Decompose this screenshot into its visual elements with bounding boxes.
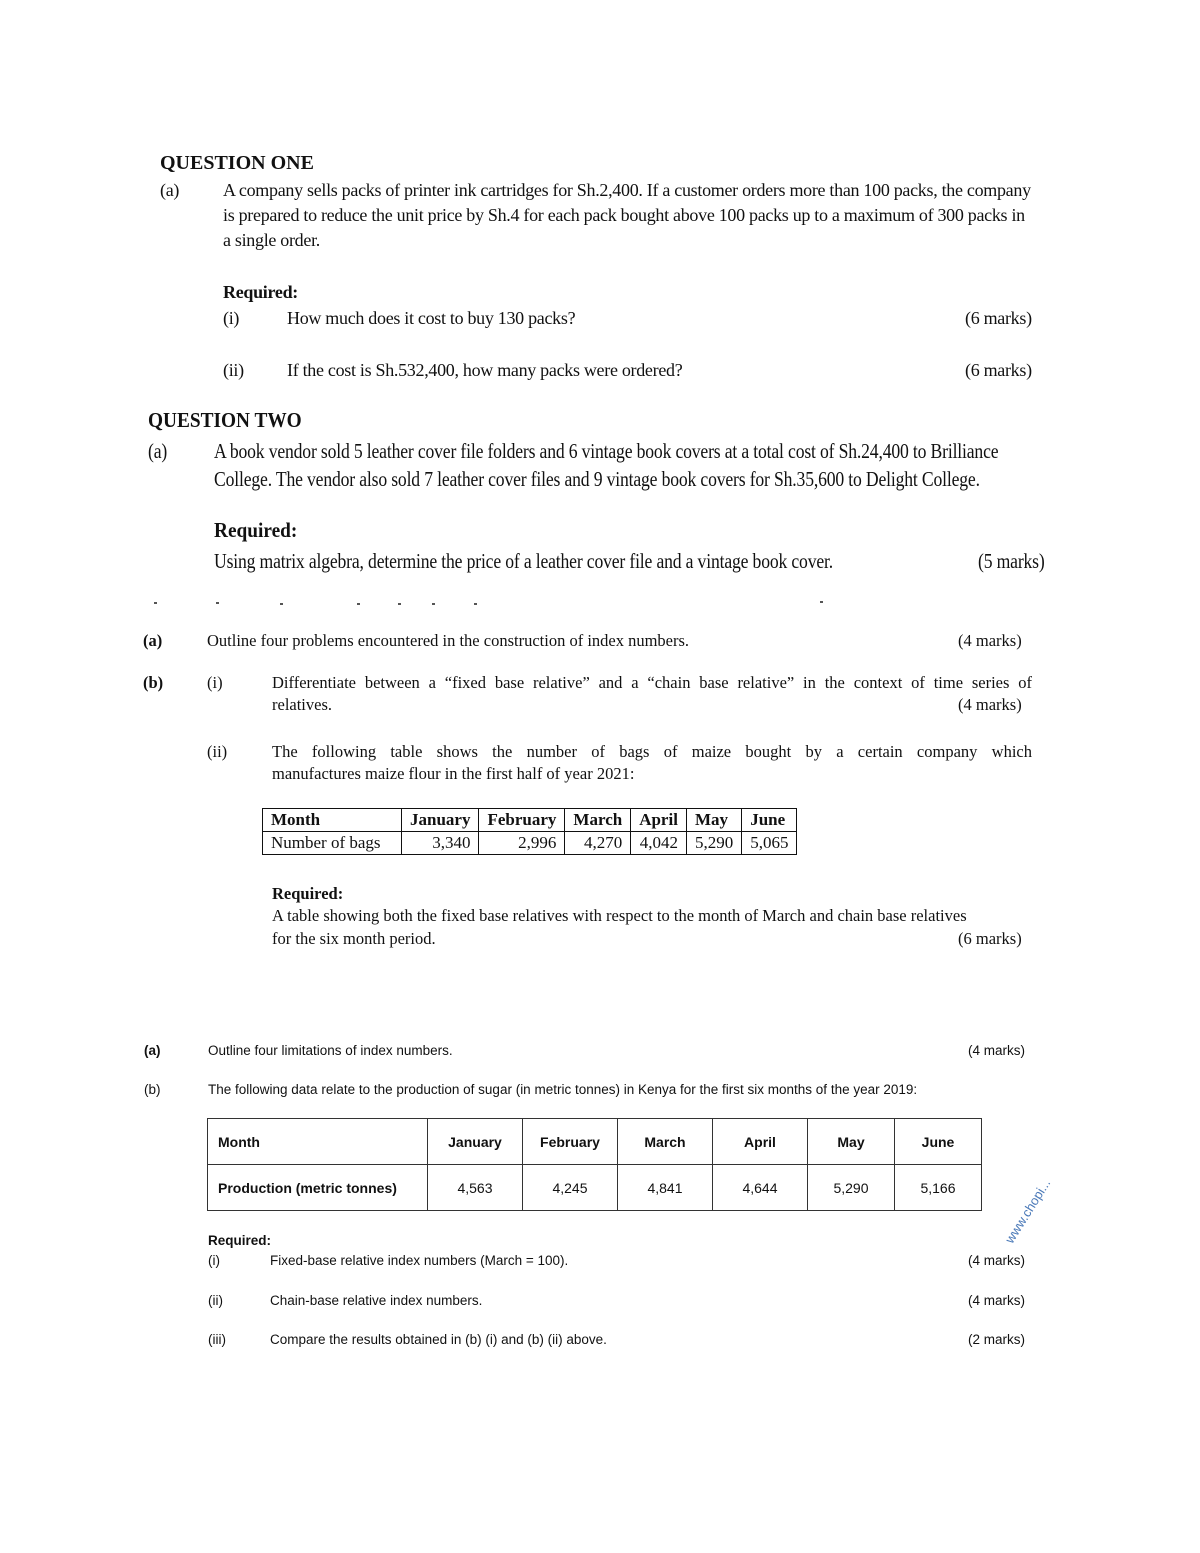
q4-iii-marks: (2 marks) <box>968 1332 1025 1347</box>
q3-bii-label: (ii) <box>207 742 228 761</box>
q2-heading: QUESTION TWO <box>148 408 302 432</box>
q2-a-line-2: College. The vendor also sold 7 leather cover files and 9 vintage book covers for Sh.35,600 to Delight College. <box>214 467 980 491</box>
table-cell: April <box>713 1119 808 1165</box>
table-cell: 4,042 <box>631 832 687 855</box>
table-cell: Production (metric tonnes) <box>208 1165 428 1211</box>
q1-i-marks: (6 marks) <box>965 308 1032 328</box>
q1-required: Required: <box>223 282 298 302</box>
q1-ii-marks: (6 marks) <box>965 360 1032 380</box>
q3-bi-line-2: relatives. <box>272 695 333 714</box>
q2-a-line-1: A book vendor sold 5 leather cover file folders and 6 vintage book covers at a total cost of Sh.24,400 to Brilliance <box>214 439 999 463</box>
q4-i-label: (i) <box>208 1253 220 1268</box>
table-header-row <box>208 1119 982 1165</box>
q1-ii-text: If the cost is Sh.532,400, how many packs were ordered? <box>287 360 683 380</box>
q4-b-text: The following data relate to the production of sugar (in metric tonnes) in Kenya for the first six months of the year 2019: <box>208 1082 918 1097</box>
q2-marks: (5 marks) <box>978 549 1045 573</box>
q2-required: Required: <box>214 518 298 542</box>
table-cell: February <box>479 809 565 832</box>
q3-bi-label: (i) <box>207 673 223 692</box>
q1-a-line-1: A company sells packs of printer ink cartridges for Sh.2,400. If a customer orders more than 100 packs, the company <box>223 180 1031 200</box>
table-cell: 2,996 <box>479 832 565 855</box>
table-cell: June <box>895 1119 982 1165</box>
q2-required-text: Using matrix algebra, determine the price of a leather cover file and a vintage book cover. <box>214 549 834 573</box>
table-cell: 4,270 <box>565 832 631 855</box>
q4-a-label: (a) <box>144 1043 161 1058</box>
table-cell: 5,166 <box>895 1165 982 1211</box>
q3-bii-line-1: The following table shows the number of bags of maize bought by a certain company which <box>272 742 1032 761</box>
q1-i-label: (i) <box>223 308 240 328</box>
q4-b-label: (b) <box>144 1082 161 1097</box>
sugar-production-table <box>207 1118 982 1211</box>
table-cell: 4,563 <box>428 1165 523 1211</box>
table-cell: 4,245 <box>523 1165 618 1211</box>
q3-a-marks: (4 marks) <box>958 631 1022 650</box>
table-cell: 4,841 <box>618 1165 713 1211</box>
q3-required-line-1: A table showing both the fixed base relatives with respect to the month of March and chain base relatives <box>272 906 967 925</box>
table-header-row <box>263 809 797 832</box>
table-cell: March <box>618 1119 713 1165</box>
q4-ii-text: Chain-base relative index numbers. <box>270 1293 483 1308</box>
q3-required-line-2: for the six month period. <box>272 929 436 948</box>
table-cell: 4,644 <box>713 1165 808 1211</box>
q3-a-label: (a) <box>143 631 163 650</box>
q4-ii-marks: (4 marks) <box>968 1293 1025 1308</box>
q3-bi-line-1: Differentiate between a “fixed base relative” and a “chain base relative” in the context of time series of <box>272 673 1032 692</box>
q3-bi-marks: (4 marks) <box>958 695 1022 714</box>
table-cell: January <box>402 809 479 832</box>
table-cell: March <box>565 809 631 832</box>
q4-iii-text: Compare the results obtained in (b) (i) and (b) (ii) above. <box>270 1332 607 1347</box>
table-cell: 5,290 <box>686 832 741 855</box>
q2-a-label: (a) <box>148 439 168 463</box>
q1-i-text: How much does it cost to buy 130 packs? <box>287 308 576 328</box>
q4-iii-label: (iii) <box>208 1332 226 1347</box>
table-cell: Month <box>263 809 402 832</box>
table-cell: May <box>686 809 741 832</box>
q4-a-marks: (4 marks) <box>968 1043 1025 1058</box>
q4-required: Required: <box>208 1233 272 1248</box>
table-cell: Month <box>208 1119 428 1165</box>
table-cell: Number of bags <box>263 832 402 855</box>
table-cell: April <box>631 809 687 832</box>
q3-a-text: Outline four problems encountered in the construction of index numbers. <box>207 631 690 650</box>
table-cell: January <box>428 1119 523 1165</box>
watermark: www.chopi... <box>1002 1176 1054 1246</box>
table-cell: May <box>808 1119 895 1165</box>
table-row <box>263 832 797 855</box>
q1-a-line-2: is prepared to reduce the unit price by Sh.4 for each pack bought above 100 packs up to a maximum of 300 packs in <box>223 205 1025 225</box>
q4-a-text: Outline four limitations of index numbers. <box>208 1043 453 1058</box>
table-cell: 5,290 <box>808 1165 895 1211</box>
table-cell: 3,340 <box>402 832 479 855</box>
table-cell: June <box>742 809 797 832</box>
q4-ii-label: (ii) <box>208 1293 223 1308</box>
q1-ii-label: (ii) <box>223 360 244 380</box>
q1-a-line-3: a single order. <box>223 230 320 250</box>
q4-i-marks: (4 marks) <box>968 1253 1025 1268</box>
q3-required: Required: <box>272 884 344 903</box>
table-cell: February <box>523 1119 618 1165</box>
table-row <box>208 1165 982 1211</box>
q4-i-text: Fixed-base relative index numbers (March = 100). <box>270 1253 569 1268</box>
q3-b-label: (b) <box>143 673 164 692</box>
maize-bags-table <box>262 808 797 855</box>
q1-heading: QUESTION ONE <box>160 152 314 174</box>
q3-required-marks: (6 marks) <box>958 929 1022 948</box>
q3-bii-line-2: manufactures maize flour in the first half of year 2021: <box>272 764 635 783</box>
table-cell: 5,065 <box>742 832 797 855</box>
q1-a-label: (a) <box>160 180 180 200</box>
